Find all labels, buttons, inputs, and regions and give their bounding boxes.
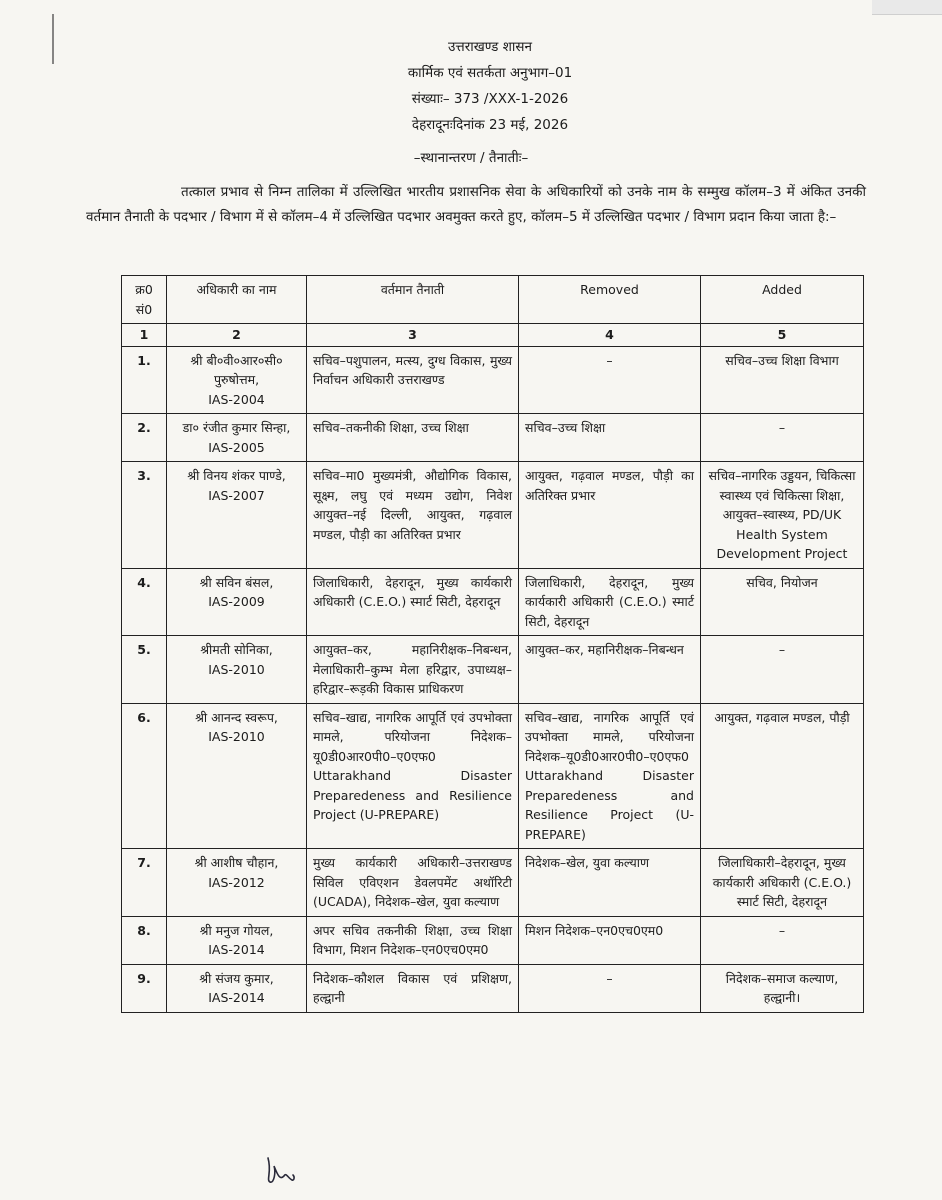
removed-charge: जिलाधिकारी, देहरादून, मुख्य कार्यकारी अधिकारी (C.E.O.) स्मार्ट सिटी, देहरादून — [519, 568, 701, 636]
current-posting: निदेशक–कौशल विकास एवं प्रशिक्षण, हल्द्वानी — [307, 964, 519, 1012]
officer-cell — [167, 462, 307, 569]
removed-charge: सचिव–खाद्य, नागरिक आपूर्ति एवं उपभोक्ता मामले, परियोजना निदेशक–यू0डी0आर0पी0–ए0एफ0 Uttarakhand Disaster Preparedeness and Resilience Project (U-PREPARE) — [519, 703, 701, 849]
order-paragraph: तत्काल प्रभाव से निम्न तालिका में उल्लिखित भारतीय प्रशासनिक सेवा के अधिकारियों को उनके नाम के सम्मुख कॉलम–3 में अंकित उनकी वर्तमान तैनाती के पदभार / विभाग में से कॉलम–4 में उल्लिखित पदभार अवमुक्त करते हुए, कॉलम–5 में उल्लिखित पदभार / विभाग प्रदान किया जाता है:– — [86, 184, 866, 225]
removed-charge: आयुक्त, गढ़वाल मण्डल, पौड़ी का अतिरिक्त प्रभार — [519, 462, 701, 569]
officer-batch: IAS-2010 — [208, 729, 265, 744]
corner-tab — [872, 0, 942, 15]
officer-name: श्री मनुज गोयल, — [199, 922, 274, 938]
officer-batch: IAS-2005 — [208, 439, 265, 455]
col-header-removed: Removed — [519, 276, 701, 324]
officer-cell — [167, 964, 307, 1012]
officer-batch: IAS-2014 — [208, 942, 265, 957]
officer-name: श्रीमती सोनिका, — [200, 642, 273, 657]
serial-number: 8. — [122, 916, 167, 964]
officer-name: डा० रंजीत कुमार सिन्हा, — [182, 420, 291, 435]
col-number: 5 — [701, 324, 864, 347]
added-charge: सचिव–नागरिक उड्डयन, चिकित्सा स्वास्थ्य एवं चिकित्सा शिक्षा, आयुक्त–स्वास्थ्य, PD/UK Health System Development Project — [701, 462, 864, 569]
removed-charge: सचिव–उच्च शिक्षा — [519, 414, 701, 462]
added-charge: आयुक्त, गढ़वाल मण्डल, पौड़ी — [701, 703, 864, 849]
margin-mark — [52, 14, 54, 64]
col-number: 1 — [122, 324, 167, 347]
officer-batch: IAS-2009 — [208, 594, 265, 609]
serial-number: 4. — [122, 568, 167, 636]
col-number: 3 — [307, 324, 519, 347]
officer-name: श्री संजय कुमार, — [199, 970, 274, 986]
added-charge: – — [701, 636, 864, 704]
department-name: कार्मिक एवं सतर्कता अनुभाग–01 — [407, 65, 573, 81]
removed-charge: मिशन निदेशक–एन0एच0एम0 — [519, 916, 701, 964]
column-number-row — [122, 324, 864, 347]
table-row — [122, 849, 864, 917]
col-number: 4 — [519, 324, 701, 347]
officer-name: श्री आनन्द स्वरूप, — [195, 709, 278, 725]
current-posting: सचिव–मा0 मुख्यमंत्री, औद्योगिक विकास, सूक्ष्म, लघु एवं मध्यम उद्योग, निवेश आयुक्त–नई दिल्ली, आयुक्त, गढ़वाल मण्डल, पौड़ी का अतिरिक्त प्रभार — [307, 462, 519, 569]
current-posting: अपर सचिव तकनीकी शिक्षा, उच्च शिक्षा विभाग, मिशन निदेशक–एन0एच0एम0 — [307, 916, 519, 964]
added-charge: जिलाधिकारी–देहरादून, मुख्य कार्यकारी अधिकारी (C.E.O.) स्मार्ट सिटी, देहरादून — [701, 849, 864, 917]
table-row — [122, 703, 864, 849]
govt-name: उत्तराखण्ड शासन — [447, 39, 532, 55]
officer-batch: IAS-2012 — [208, 874, 265, 890]
removed-charge: निदेशक–खेल, युवा कल्याण — [519, 849, 701, 917]
officer-cell — [167, 916, 307, 964]
added-charge: निदेशक–समाज कल्याण, हल्द्वानी। — [701, 964, 864, 1012]
table-row — [122, 636, 864, 704]
removed-charge: – — [519, 964, 701, 1012]
current-posting: सचिव–तकनीकी शिक्षा, उच्च शिक्षा — [307, 414, 519, 462]
removed-charge: – — [519, 346, 701, 414]
col-header-current: वर्तमान तैनाती — [307, 276, 519, 324]
table-row — [122, 568, 864, 636]
serial-number: 3. — [122, 462, 167, 569]
table-row — [122, 346, 864, 414]
col-header-added: Added — [701, 276, 864, 324]
letter-date: देहरादूनःदिनांक 23 मई, 2026 — [411, 117, 569, 133]
current-posting: मुख्य कार्यकारी अधिकारी–उत्तराखण्ड सिविल एविएशन डेवलपमेंट अथॉरिटी (UCADA), निदेशक–खेल, युवा कल्याण — [307, 849, 519, 917]
col-number: 2 — [167, 324, 307, 347]
col-header-sn: क्र0 सं0 — [122, 276, 167, 324]
added-charge: – — [701, 414, 864, 462]
officer-batch: IAS-2014 — [208, 990, 265, 1005]
current-posting: सचिव–पशुपालन, मत्स्य, दुग्ध विकास, मुख्य निर्वाचन अधिकारी उत्तराखण्ड — [307, 346, 519, 414]
letter-number: संख्याः– 373 /XXX-1-2026 — [411, 91, 569, 107]
added-charge: सचिव, नियोजन — [701, 568, 864, 636]
officer-cell — [167, 346, 307, 414]
added-charge: सचिव–उच्च शिक्षा विभाग — [701, 346, 864, 414]
officer-cell — [167, 568, 307, 636]
serial-number: 9. — [122, 964, 167, 1012]
officer-cell — [167, 636, 307, 704]
table-body — [122, 346, 864, 1012]
table-row — [122, 414, 864, 462]
officer-name: श्री बी०वी०आर०सी० पुरुषोत्तम, — [190, 352, 283, 387]
officer-name: श्री विनय शंकर पाण्डे, — [187, 468, 286, 483]
serial-number: 1. — [122, 346, 167, 414]
table-row — [122, 462, 864, 569]
removed-charge: आयुक्त–कर, महानिरीक्षक–निबन्धन — [519, 636, 701, 704]
signature-initials — [262, 1150, 302, 1190]
serial-number: 6. — [122, 703, 167, 849]
officer-batch: IAS-2010 — [208, 661, 265, 677]
transfer-table — [121, 275, 864, 1013]
current-posting: जिलाधिकारी, देहरादून, मुख्य कार्यकारी अधिकारी (C.E.O.) स्मार्ट सिटी, देहरादून — [307, 568, 519, 636]
officer-name: श्री आशीष चौहान, — [194, 855, 279, 870]
serial-number: 7. — [122, 849, 167, 917]
serial-number: 5. — [122, 636, 167, 704]
officer-name: श्री सविन बंसल, — [199, 574, 274, 590]
officer-batch: IAS-2004 — [208, 391, 265, 407]
officer-cell — [167, 703, 307, 849]
serial-number: 2. — [122, 414, 167, 462]
officer-cell — [167, 849, 307, 917]
col-header-name: अधिकारी का नाम — [167, 276, 307, 324]
table-header-row — [122, 276, 864, 324]
letter-header — [330, 34, 650, 138]
officer-batch: IAS-2007 — [208, 487, 265, 503]
table-row — [122, 964, 864, 1012]
current-posting: सचिव–खाद्य, नागरिक आपूर्ति एवं उपभोक्ता मामले, परियोजना निदेशक–यू0डी0आर0पी0–ए0एफ0 Uttarakhand Disaster Preparedeness and Resilience Project (U-PREPARE) — [307, 703, 519, 849]
subject-line: –स्थानान्तरण / तैनातीः– — [413, 150, 529, 166]
current-posting: आयुक्त–कर, महानिरीक्षक–निबन्धन, मेलाधिकारी–कुम्भ मेला हरिद्वार, उपाध्यक्ष–हरिद्वार–रूड़की विकास प्राधिकरण — [307, 636, 519, 704]
added-charge: – — [701, 916, 864, 964]
table-row — [122, 916, 864, 964]
officer-cell — [167, 414, 307, 462]
